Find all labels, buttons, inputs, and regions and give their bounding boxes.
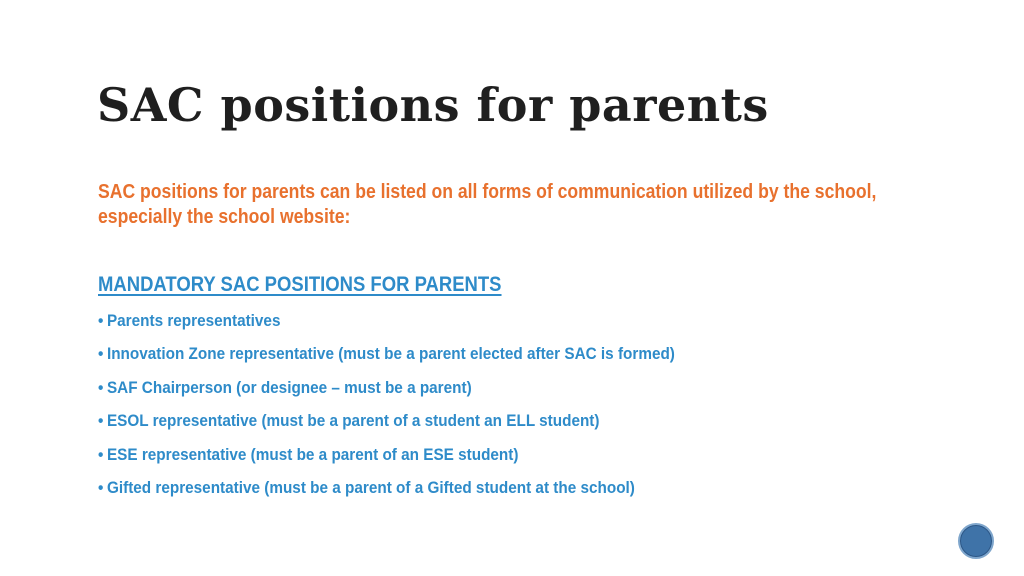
bullet-icon: • [98,411,104,431]
position-label: SAF Chairperson (or designee – must be a parent) [106,377,472,397]
bullet-icon: • [98,477,104,497]
page-number-badge [958,523,994,559]
position-label: Gifted representative (must be a parent of a Gifted student at the school) [106,477,635,497]
position-label: ESOL representative (must be a parent of a student an ELL student) [106,411,600,431]
bullet-icon: • [98,444,104,464]
bullet-icon: • [98,344,104,364]
list-item [98,311,675,344]
list-item [98,445,675,478]
list-item [98,411,675,444]
bullet-icon: • [98,311,104,330]
list-item [98,344,675,377]
position-label: ESE representative (must be a parent of an ESE student) [106,444,519,464]
slide-title: SAC positions for parents [97,78,769,132]
mandatory-positions-heading: MANDATORY SAC POSITIONS FOR PARENTS [98,273,502,296]
intro-text: SAC positions for parents can be listed on all forms of communication utilized by the school, especially the school website: [98,181,877,228]
position-label: Parents representatives [106,311,281,330]
list-item [98,378,675,411]
position-label: Innovation Zone representative (must be a parent elected after SAC is formed) [106,344,675,364]
positions-list [98,311,675,511]
list-item [98,478,675,511]
bullet-icon: • [98,377,104,397]
